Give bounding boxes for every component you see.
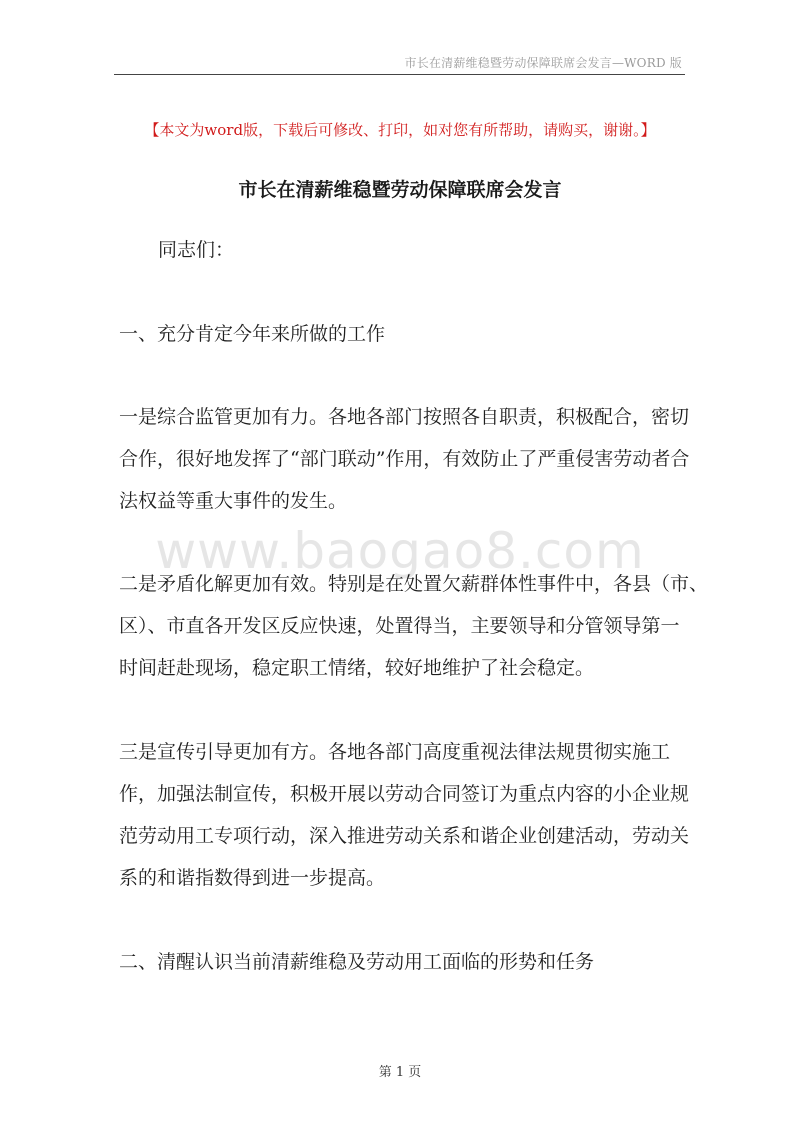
paragraph3-line2: 作，加强法制宣传，积极开展以劳动合同签订为重点内容的小企业规: [119, 783, 690, 805]
header-title: 市长在清薪维稳暨劳动保障联席会发言—WORD 版: [404, 56, 682, 70]
section2-heading: 二、清醒认识当前清薪维稳及劳动用工面临的形势和任务: [119, 951, 595, 973]
header-rule: [114, 74, 685, 75]
greeting: 同志们：: [158, 239, 235, 261]
document-title: 市长在清薪维稳暨劳动保障联席会发言: [238, 179, 562, 201]
paragraph2-line2: 区）、市直各开发区反应快速，处置得当，主要领导和分管领导第一: [119, 615, 680, 637]
paragraph1-line2: 合作，很好地发挥了“部门联动”作用，有效防止了严重侵害劳动者合: [119, 448, 690, 470]
paragraph1-line3: 法权益等重大事件的发生。: [119, 490, 348, 512]
page-number: 第 1 页: [378, 1065, 422, 1080]
paragraph2-line1: 二是矛盾化解更加有效。特别是在处置欠薪群体性事件中，各县（市、: [119, 573, 709, 595]
paragraph3-line1: 三是宣传引导更加有方。各地各部门高度重视法律法规贯彻实施工: [119, 741, 671, 763]
section1-heading: 一、充分肯定今年来所做的工作: [119, 323, 386, 345]
watermark: www.baogao8.com: [155, 522, 645, 580]
paragraph2-line3: 时间赶赴现场，稳定职工情绪，较好地维护了社会稳定。: [119, 657, 595, 679]
paragraph3-line4: 系的和谐指数得到进一步提高。: [119, 867, 386, 889]
paragraph3-line3: 范劳动用工专项行动，深入推进劳动关系和谐企业创建活动，劳动关: [119, 825, 690, 847]
paragraph1-line1: 一是综合监管更加有力。各地各部门按照各自职责，积极配合，密切: [119, 406, 690, 428]
download-notice: 【本文为word版，下载后可修改、打印，如对您有所帮助，请购买，谢谢。】: [144, 121, 656, 139]
